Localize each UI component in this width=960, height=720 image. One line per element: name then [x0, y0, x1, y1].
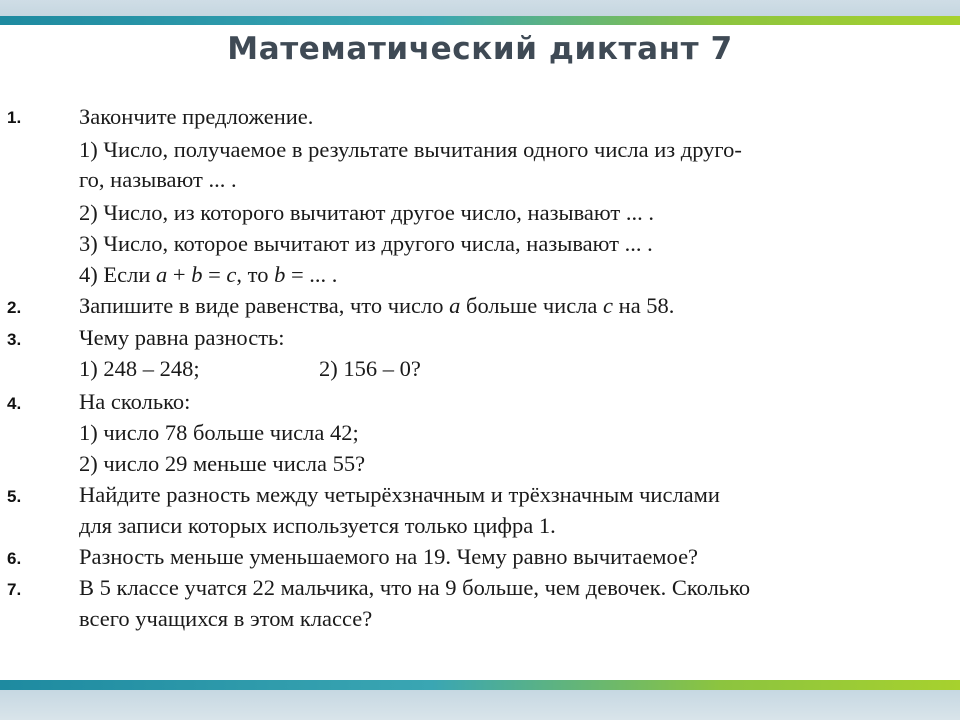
item-1-line-5: 3) Число, которое вычитают из другого числа, называют ... . [79, 231, 653, 256]
var-a: a [156, 262, 168, 287]
item-7-line-1: В 5 классе учатся 22 мальчика, что на 9 больше, чем девочек. Сколько [79, 575, 751, 600]
item-2-mid: больше числа [460, 293, 604, 318]
bottom-accent-stripe [0, 680, 960, 690]
item-number-2: 2. [7, 298, 22, 317]
item-2-pre: Запишите в виде равенства, что число [79, 293, 450, 318]
item-1-line-6-mid: , то [236, 262, 275, 287]
plus-sign: + [167, 262, 192, 287]
item-2-line-1 [79, 292, 674, 320]
bottom-banner [0, 690, 960, 720]
item-1-line-6 [79, 261, 337, 289]
var-a: a [449, 293, 461, 318]
equals-sign: = [202, 262, 227, 287]
item-1-line-1: Закончите предложение. [79, 104, 314, 129]
item-1-line-3: го, называют ... . [79, 167, 237, 192]
var-c: c [226, 262, 237, 287]
item-1-line-4: 2) Число, из которого вычитают другое число, называют ... . [79, 200, 655, 225]
item-6-line-1: Разность меньше уменьшаемого на 19. Чему равно вычитаемое? [79, 544, 699, 569]
top-accent-stripe [0, 16, 960, 25]
item-4-line-1: На сколько: [79, 389, 191, 414]
var-b: b [191, 262, 203, 287]
var-b-result: b [274, 262, 286, 287]
item-number-1: 1. [7, 108, 22, 127]
item-4-line-3: 2) число 29 меньше числа 55? [79, 451, 366, 476]
item-3-line-1: Чему равна разность: [79, 325, 285, 350]
item-3-option-2: 2) 156 – 0? [319, 356, 421, 381]
item-4-line-2: 1) число 78 больше числа 42; [79, 420, 359, 445]
item-1-line-6-pre: 4) Если [79, 262, 156, 287]
item-number-6: 6. [7, 549, 22, 568]
item-number-5: 5. [7, 487, 22, 506]
item-number-7: 7. [7, 580, 22, 599]
var-c: c [603, 293, 614, 318]
item-1-line-6-tail: = ... . [285, 262, 338, 287]
item-number-3: 3. [7, 330, 22, 349]
item-5-line-2: для записи которых используется только цифра 1. [79, 513, 556, 538]
item-5-line-1: Найдите разность между четырёхзначным и трёхзначным числами [79, 482, 720, 507]
item-2-tail: на 58. [613, 293, 675, 318]
item-3-options [79, 355, 679, 383]
item-7-line-2: всего учащихся в этом классе? [79, 606, 373, 631]
page-title: Математический диктант 7 [227, 31, 733, 67]
item-1-line-2: 1) Число, получаемое в результате вычитания одного числа из друго- [79, 137, 742, 162]
item-number-4: 4. [7, 394, 22, 413]
item-3-option-1: 1) 248 – 248; [79, 356, 200, 381]
